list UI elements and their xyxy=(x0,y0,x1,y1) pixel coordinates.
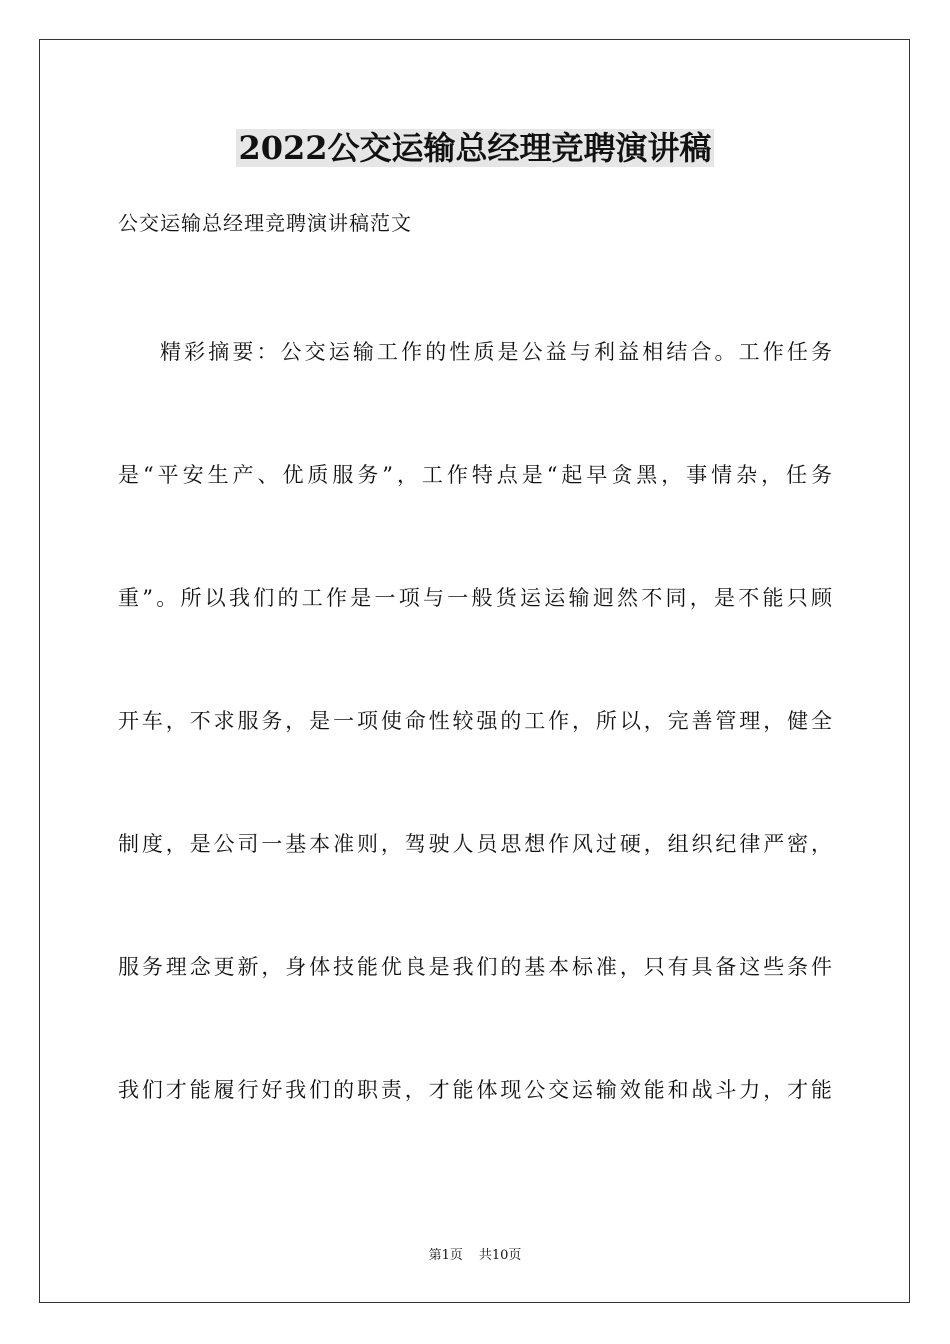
document-title-text: 2022公交运输总经理竞聘演讲稿 xyxy=(238,129,712,167)
paragraph-line-6: 服务理念更新，身体技能优良是我们的基本标准，只有具备这些条件 xyxy=(118,955,832,979)
paragraph-line-4: 开车，不求服务，是一项使命性较强的工作，所以，完善管理，健全 xyxy=(118,709,832,733)
page-footer xyxy=(0,1246,950,1266)
paragraph-line-3: 重”。所以我们的工作是一项与一般货运运输迥然不同，是不能只顾 xyxy=(118,586,832,610)
paragraph-line-2: 是“平安生产、优质服务”，工作特点是“起早贪黑，事情杂，任务 xyxy=(118,463,832,487)
paragraph-line-7: 我们才能履行好我们的职责，才能体现公交运输效能和战斗力，才能 xyxy=(118,1078,832,1102)
document-title xyxy=(0,126,950,170)
paragraph-line-1: 精彩摘要：公交运输工作的性质是公益与利益相结合。工作任务 xyxy=(160,340,832,364)
page-total: 共10页 xyxy=(478,1248,522,1263)
page-number: 第1页 xyxy=(428,1248,463,1263)
document-subtitle: 公交运输总经理竞聘演讲稿范文 xyxy=(118,211,412,235)
paragraph-line-5: 制度，是公司一基本准则，驾驶人员思想作风过硬，组织纪律严密， xyxy=(118,832,832,856)
